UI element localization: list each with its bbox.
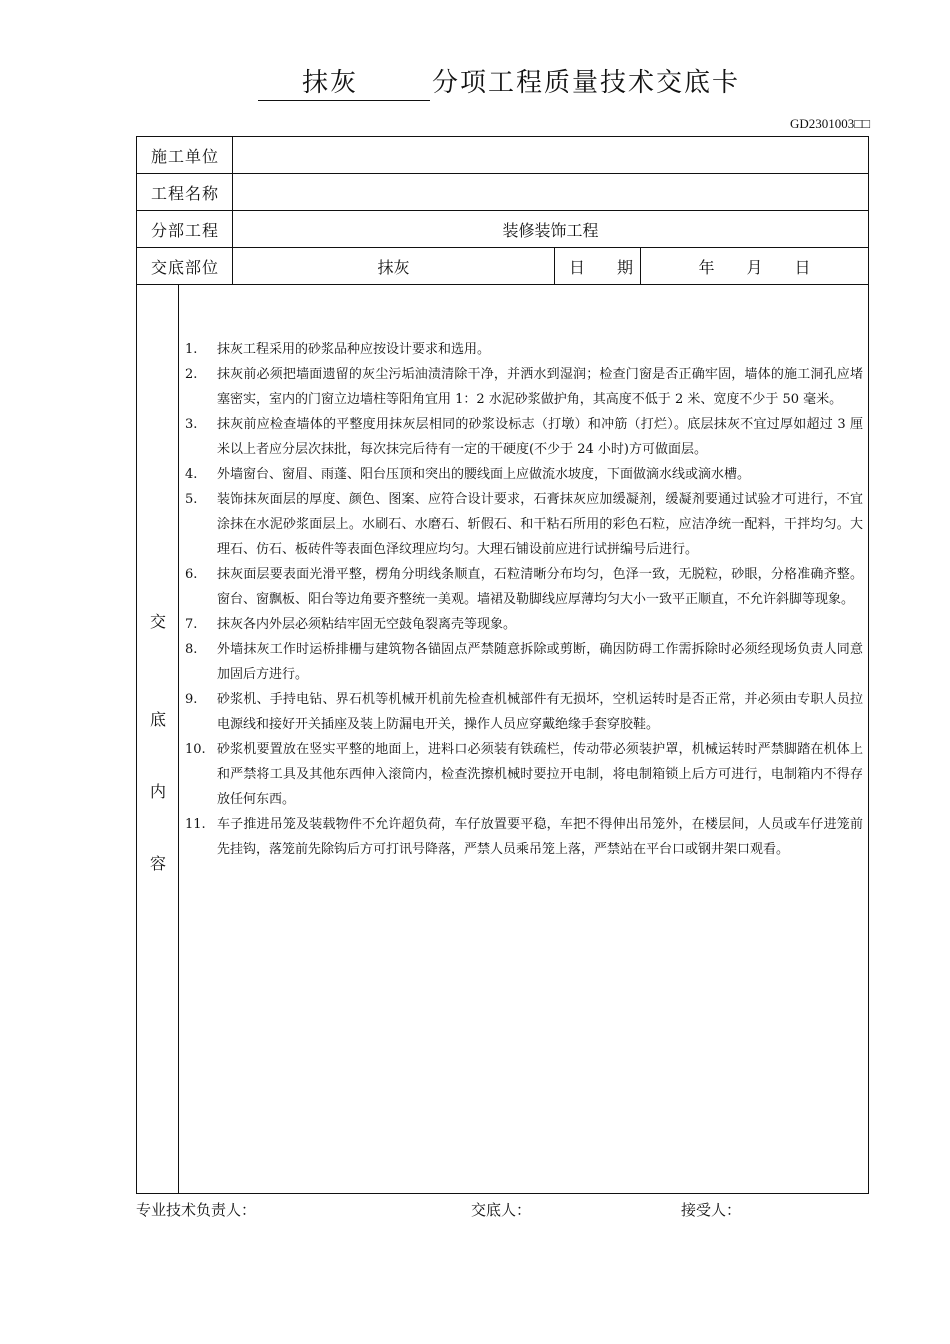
label-construction-unit: 施工单位 xyxy=(137,137,233,173)
title-subject-underline xyxy=(258,58,430,101)
item-text: 抹灰面层要表面光滑平整，楞角分明线条顺直，石粒清晰分布均匀，色泽一致，无脱粒，砂眼，分格准确齐整。窗台、窗飘板、阳台等边角要齐整统一美观。墙裙及勒脚线应厚薄均匀大小一致平正顺直，不允许斜脚等现象。 xyxy=(217,567,863,607)
item-text: 抹灰前必须把墙面遗留的灰尘污垢油渍清除干净，并洒水到湿润；检查门窗是否正确牢固，墙体的施工洞孔应堵塞密实，室内的门窗立边墙柱等阳角宜用 1：2 水泥砂浆做护角，其高度不低于 2 米、宽度不少于 50 毫米。 xyxy=(217,367,863,407)
footer-discloser: 交底人： xyxy=(471,1201,532,1219)
field-disclosure-part[interactable]: 抹灰 xyxy=(233,248,555,284)
row-sub-project xyxy=(137,211,868,248)
item-number: 11. xyxy=(185,817,206,832)
disclosure-form xyxy=(136,136,869,1194)
side-char: 内 xyxy=(149,782,166,801)
item-number: 4. xyxy=(185,467,198,482)
item-text: 外墙窗台、窗眉、雨蓬、阳台压顶和突出的腰线面上应做流水坡度，下面做滴水线或滴水槽。 xyxy=(217,467,751,482)
title-text: 分项工程质量技术交底卡 xyxy=(432,68,741,98)
item-number: 8. xyxy=(185,642,198,657)
list-item xyxy=(185,737,863,812)
item-text: 抹灰工程采用的砂浆品种应按设计要求和选用。 xyxy=(217,342,491,357)
item-number: 3. xyxy=(185,417,198,432)
document-code: GD2301003□□ xyxy=(790,116,870,131)
item-text: 抹灰前应检查墙体的平整度用抹灰层相同的砂浆设标志（打墩）和冲筋（打烂）。底层抹灰不宜过厚如超过 3 厘米以上者应分层次抹批，每次抹完后待有一定的干硬度(不少于 24 小时)方可做面层。 xyxy=(217,417,863,457)
field-construction-unit[interactable] xyxy=(233,137,868,173)
form-title xyxy=(0,58,950,104)
item-text: 砂浆机、手持电钻、界石机等机械开机前先检查机械部件有无损坏，空机运转时是否正常，并必须由专职人员拉电源线和接好开关插座及装上防漏电开关，操作人员应穿戴绝缘手套穿胶鞋。 xyxy=(217,692,863,732)
list-item xyxy=(185,637,863,687)
row-project-name xyxy=(137,174,868,211)
disclosure-content xyxy=(137,285,868,1193)
item-number: 7. xyxy=(185,617,198,632)
list-item xyxy=(185,362,863,412)
side-char: 底 xyxy=(149,710,166,729)
label-sub-project: 分部工程 xyxy=(137,211,233,247)
item-number: 1. xyxy=(185,342,198,357)
row-disclosure-part xyxy=(137,248,868,285)
item-number: 6. xyxy=(185,567,198,582)
item-text: 装饰抹灰面层的厚度、颜色、图案、应符合设计要求，石膏抹灰应加缓凝剂，缓凝剂要通过试验才可进行，不宜涂抹在水泥砂浆面层上。水刷石、水磨石、斩假石、和干粘石所用的彩色石粒，应洁净统一配料，干拌均匀。大理石、仿石、板砖件等表面色泽纹理应均匀。大理石铺设前应进行试拼编号后进行。 xyxy=(217,492,863,557)
item-number: 9. xyxy=(185,692,198,707)
item-text: 外墙抹灰工作时运桥排栅与建筑物各锚固点严禁随意拆除或剪断，确因防碍工作需拆除时必须经现场负责人同意加固后方进行。 xyxy=(217,642,863,682)
item-text: 车子推进吊笼及装载物件不允许超负荷，车仔放置要平稳，车把不得伸出吊笼外，在楼层间，人员或车仔进笼前先挂钩，落笼前先除钩后方可打讯号降落，严禁人员乘吊笼上落，严禁站在平台口或钢井架口观看。 xyxy=(217,817,863,857)
field-project-name[interactable] xyxy=(233,174,868,210)
list-item xyxy=(185,612,863,637)
field-sub-project[interactable]: 装修装饰工程 xyxy=(502,220,599,240)
title-subject: 抹灰 xyxy=(302,68,359,98)
footer-receiver: 接受人： xyxy=(681,1201,742,1219)
footer-tech-lead: 专业技术负责人： xyxy=(136,1201,257,1219)
item-text: 抹灰各内外层必须粘结牢固无空鼓龟裂离壳等现象。 xyxy=(217,617,517,632)
item-number: 5. xyxy=(185,492,198,507)
row-construction-unit xyxy=(137,137,868,174)
list-item xyxy=(185,487,863,562)
label-project-name: 工程名称 xyxy=(137,174,233,210)
side-char: 容 xyxy=(149,854,166,873)
field-date[interactable]: 年 月 日 xyxy=(698,257,811,277)
label-date: 日 期 xyxy=(555,248,641,284)
content-side-label xyxy=(137,285,179,1193)
item-number: 10. xyxy=(185,742,206,757)
side-char: 交 xyxy=(149,612,166,631)
item-number: 2. xyxy=(185,367,198,382)
list-item xyxy=(185,562,863,612)
list-item xyxy=(185,462,863,487)
disclosure-items xyxy=(185,337,863,862)
list-item xyxy=(185,812,863,862)
list-item xyxy=(185,687,863,737)
list-item xyxy=(185,412,863,462)
label-disclosure-part: 交底部位 xyxy=(137,248,233,284)
item-text: 砂浆机要置放在竖实平整的地面上，进料口必须装有铁疏栏，传动带必须装护罩，机械运转时严禁脚踏在机体上和严禁将工具及其他东西伸入滚筒内，检查洗擦机械时要拉开电制，将电制箱锁上后方可进行，电制箱内不得存放任何东西。 xyxy=(217,742,863,807)
list-item xyxy=(185,337,863,362)
